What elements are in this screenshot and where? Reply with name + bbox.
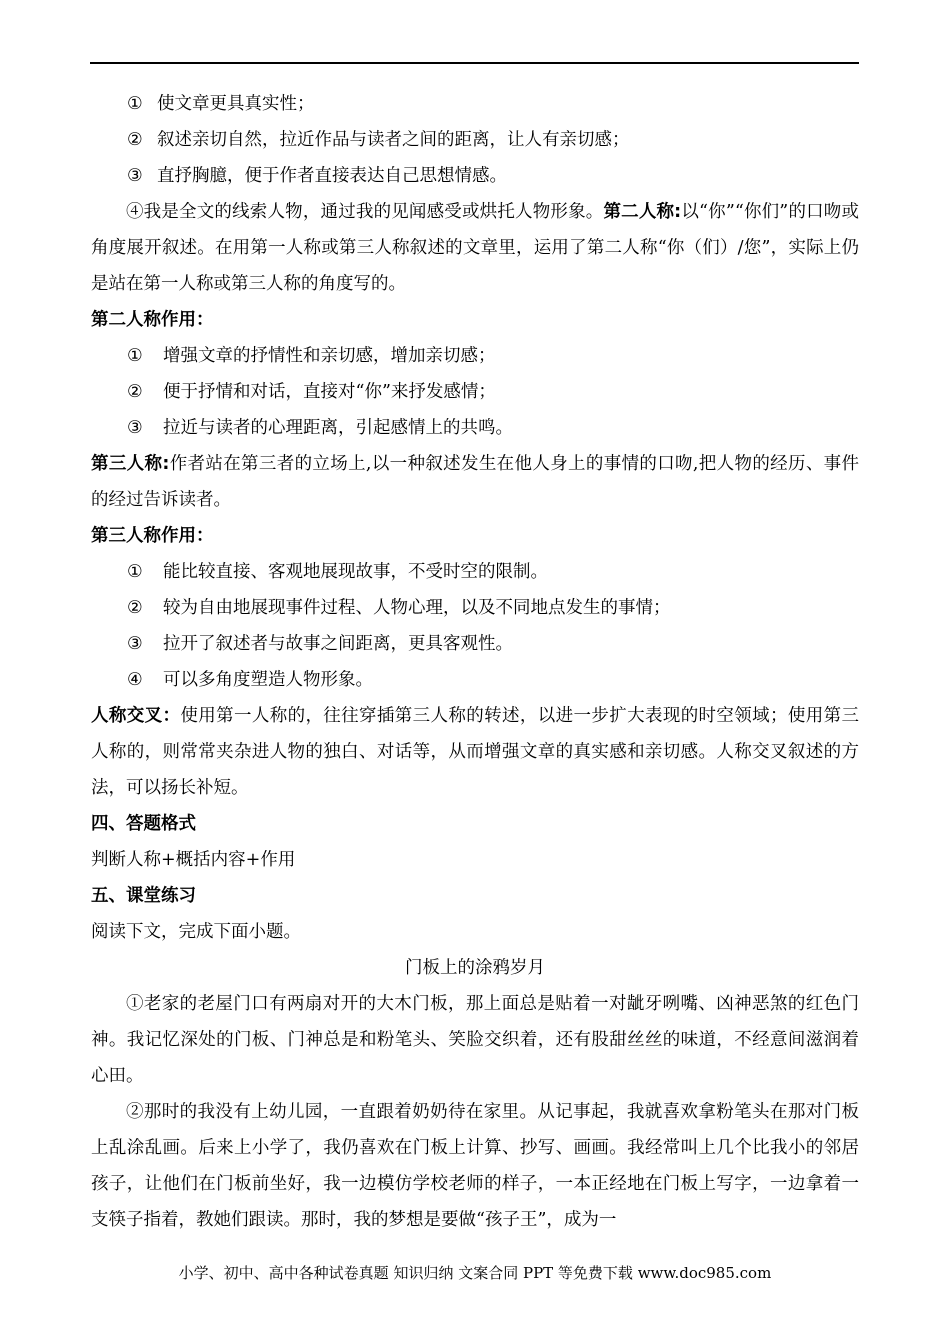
- paragraph-text: 使用第一人称的，往往穿插第三人称的转述，以进一步扩大表现的时空领域；使用第三人称的，则常常夹杂进人物的独白、对话等，从而增强文章的真实感和亲切感。人称交叉叙述的方法，可以扬长补短。: [91, 706, 860, 798]
- list-item: [91, 86, 859, 122]
- list-item: [91, 374, 859, 410]
- list-item-text: 较为自由地展现事件过程、人物心理，以及不同地点发生的事情；: [163, 598, 671, 618]
- paragraph-text: 作者站在第三者的立场上,以一种叙述发生在他人身上的事情的口吻,把人物的经历、事件的经过告诉读者。: [91, 454, 860, 510]
- list-item-text: 直抒胸臆，便于作者直接表达自己思想情感。: [157, 166, 507, 186]
- second-person-label: 第二人称:: [603, 202, 682, 222]
- second-person-effect-heading: 第二人称作用：: [91, 310, 214, 330]
- third-person-effect-heading: 第三人称作用：: [91, 526, 214, 546]
- document-body: [91, 86, 859, 1238]
- list-item-text: 使文章更具真实性；: [157, 94, 315, 114]
- second-person-paragraph: [91, 194, 859, 302]
- article-title: 门板上的涂鸦岁月: [405, 958, 545, 978]
- list-item-number: ④: [127, 670, 143, 690]
- person-cross-paragraph: [91, 698, 859, 806]
- list-item-text: 增强文章的抒情性和亲切感，增加亲切感；: [163, 346, 496, 366]
- list-item-text: 叙述亲切自然，拉近作品与读者之间的距离，让人有亲切感；: [157, 130, 630, 150]
- list-item: [91, 338, 859, 374]
- header-rule: [90, 62, 859, 64]
- article-paragraph-2: ②那时的我没有上幼儿园，一直跟着奶奶待在家里。从记事起，我就喜欢拿粉笔头在那对门板上乱涂乱画。后来上小学了，我仍喜欢在门板上计算、抄写、画画。我经常叫上几个比我小的邻居孩子，让他们在门板前坐好，我一边模仿学校老师的样子，一本正经地在门板上写字，一边拿着一支筷子指着，教她们跟读。那时，我的梦想是要做“孩子王”，成为一: [91, 1102, 859, 1230]
- list-item-text: 拉开了叙述者与故事之间距离，更具客观性。: [163, 634, 513, 654]
- list-item-number: ③: [127, 166, 143, 186]
- list-item: [91, 554, 859, 590]
- list-item: [91, 122, 859, 158]
- list-item-text: 可以多角度塑造人物形象。: [163, 670, 373, 690]
- list-item-number: ①: [127, 94, 143, 114]
- list-item-number: ③: [127, 418, 143, 438]
- article-paragraph-1: ①老家的老屋门口有两扇对开的大木门板，那上面总是贴着一对龇牙咧嘴、凶神恶煞的红色门神。我记忆深处的门板、门神总是和粉笔头、笑脸交织着，还有股甜丝丝的味道，不经意间滋润着心田。: [91, 994, 859, 1086]
- list-item-number: ①: [127, 562, 143, 582]
- section-four-heading: 四、答题格式: [91, 814, 196, 834]
- list-item: [91, 590, 859, 626]
- section-five-heading: 五、课堂练习: [91, 886, 196, 906]
- list-item-text: 能比较直接、客观地展现故事，不受时空的限制。: [163, 562, 548, 582]
- paragraph-lead: ④我是全文的线索人物，通过我的见闻感受或烘托人物形象。: [126, 202, 604, 222]
- third-person-label: 第三人称:: [91, 454, 170, 474]
- third-person-paragraph: [91, 446, 859, 518]
- list-item-number: ②: [127, 382, 143, 402]
- list-item-number: ②: [127, 598, 143, 618]
- list-item: [91, 410, 859, 446]
- list-item-text: 便于抒情和对话，直接对“你”来抒发感情；: [163, 382, 496, 402]
- paragraph-text: 以“你”“你们”的口吻或角度展开叙述。在用第一人称或第三人称叙述的文章里，运用了第二人称“你（们）/您”，实际上仍是站在第一人称或第三人称的角度写的。: [91, 202, 859, 294]
- list-item-number: ①: [127, 346, 143, 366]
- list-item-text: 拉近与读者的心理距离，引起感情上的共鸣。: [163, 418, 513, 438]
- person-cross-label: 人称交叉：: [91, 706, 181, 726]
- section-five-text: 阅读下文，完成下面小题。: [91, 922, 301, 942]
- list-item: [91, 158, 859, 194]
- list-item-number: ②: [127, 130, 143, 150]
- section-four-text: 判断人称+概括内容+作用: [91, 850, 296, 870]
- list-item-number: ③: [127, 634, 143, 654]
- list-item: [91, 662, 859, 698]
- list-item: [91, 626, 859, 662]
- page-footer: 小学、初中、高中各种试卷真题 知识归纳 文案合同 PPT 等免费下载 www.doc985.com: [178, 1264, 772, 1282]
